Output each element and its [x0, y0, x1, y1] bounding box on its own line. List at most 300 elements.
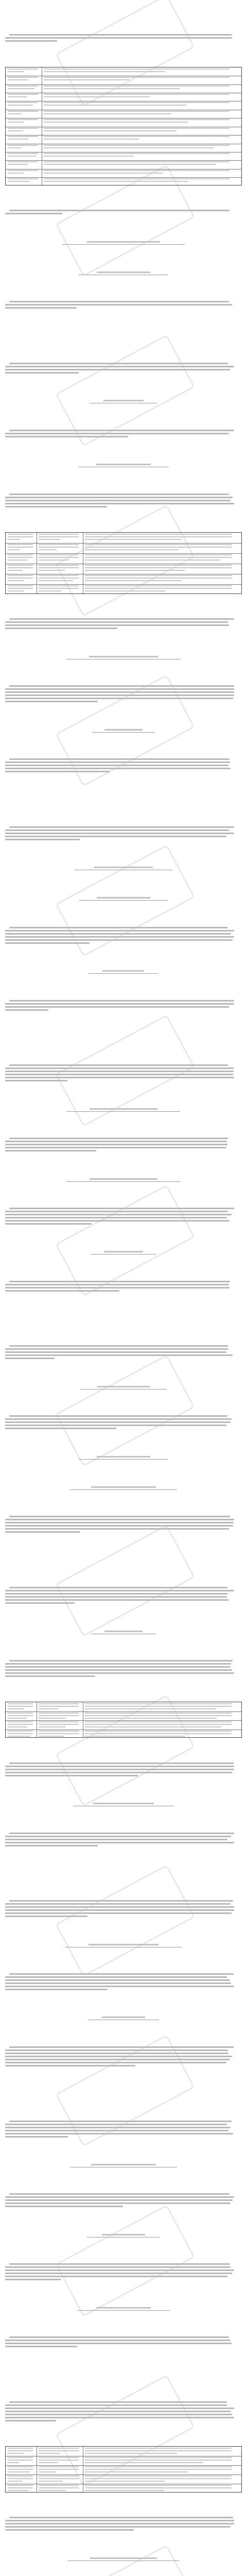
text-line [5, 1772, 232, 1773]
section-heading [5, 5, 160, 9]
text-line [5, 1766, 234, 1767]
table-cell-text [85, 2478, 232, 2479]
text-line [5, 2340, 231, 2341]
formula [90, 398, 157, 403]
text-line [5, 1351, 226, 1353]
text-line [5, 2056, 232, 2057]
table-cell-text [39, 2487, 79, 2488]
text-line [5, 1144, 227, 1145]
text-line [5, 500, 231, 501]
formula [92, 727, 155, 733]
table-cell-text [8, 2490, 28, 2491]
text-line [5, 1223, 92, 1225]
table-cell-text [8, 79, 28, 80]
table-cell-text [85, 588, 232, 589]
table-cell-text [8, 1733, 33, 1734]
text-line [5, 1590, 234, 1591]
table-cell-text [8, 128, 38, 129]
table-cell-text [8, 2462, 19, 2463]
table-cell-text [8, 156, 36, 157]
text-line [9, 34, 232, 36]
text-line [5, 369, 230, 370]
text-line [9, 1208, 234, 1209]
text-line [5, 1525, 233, 1527]
text-line [5, 833, 234, 834]
table-cell-text [8, 549, 20, 550]
text-line [5, 1074, 233, 1075]
text-line [9, 1762, 234, 1764]
table-row-divider [6, 584, 241, 585]
table-cell-text [8, 560, 28, 561]
table-cell-text [8, 105, 33, 106]
text-line [5, 1903, 231, 1905]
paragraph [0, 33, 247, 43]
table-cell-text [85, 1724, 232, 1725]
paragraph [0, 2120, 247, 2139]
text-line [9, 1516, 230, 1517]
table-cell-text [44, 96, 150, 97]
table-cell-text [85, 2469, 232, 2470]
paragraph [0, 300, 247, 310]
table-cell-text [8, 113, 22, 114]
text-line [5, 691, 234, 693]
table-row-divider [6, 553, 241, 554]
text-line [5, 1979, 230, 1981]
data-table [5, 2446, 242, 2493]
text-line [5, 942, 90, 944]
paragraph [0, 1832, 247, 1848]
text-line [5, 2202, 231, 2204]
paragraph [0, 685, 247, 703]
table-cell-text [44, 178, 230, 179]
formula [65, 1942, 182, 1947]
table-cell-text [39, 560, 69, 561]
text-line [5, 1354, 233, 1356]
text-line [5, 2059, 230, 2060]
formula-expression [90, 2557, 157, 2559]
text-line [5, 1006, 229, 1008]
paragraph [0, 1659, 247, 1678]
table-cell-text [85, 1733, 232, 1734]
table-cell-text [8, 1724, 33, 1725]
text-line [9, 2401, 227, 2403]
text-line [5, 436, 128, 437]
table-cell-text [8, 588, 33, 589]
table-cell-text [8, 544, 33, 545]
table-cell-text [44, 173, 163, 174]
table-cell-text [39, 1721, 79, 1722]
text-line [5, 768, 231, 769]
table-cell-text [8, 575, 33, 576]
text-line [9, 826, 234, 828]
formula-expression [104, 1631, 143, 1632]
table-cell-text [85, 2453, 177, 2454]
table-cell-text [39, 1715, 79, 1716]
table-row-divider [6, 177, 241, 178]
table-cell-text [44, 71, 165, 72]
table-cell-text [8, 2469, 33, 2470]
text-line [5, 1067, 234, 1069]
table-cell-text [8, 2471, 30, 2472]
table-cell-text [8, 86, 38, 87]
text-line [5, 1348, 228, 1350]
table-cell-text [8, 2466, 33, 2467]
text-line [9, 1415, 227, 1417]
table-cell-text [8, 1736, 30, 1737]
text-line [5, 1220, 230, 1222]
text-line [5, 936, 234, 938]
text-line [9, 1138, 228, 1139]
table-cell-text [39, 1733, 79, 1734]
text-line [9, 1973, 234, 1975]
table-cell-text [8, 170, 38, 171]
formula-expression [102, 2234, 146, 2235]
table-cell-text [39, 547, 79, 548]
table-cell-text [39, 536, 79, 537]
table-cell-text [85, 2481, 165, 2482]
text-line [9, 1660, 233, 1662]
table-row-divider [6, 160, 241, 161]
section-heading [5, 1871, 160, 1875]
table-cell-text [8, 139, 28, 140]
table-cell-text [8, 145, 38, 146]
text-line [9, 2336, 229, 2338]
table-cell-text [85, 2487, 232, 2488]
text-line [5, 2417, 234, 2418]
text-line [5, 1769, 234, 1770]
table-cell-text [8, 111, 38, 112]
table-cell-text [39, 580, 73, 581]
formula-expression [89, 656, 158, 657]
formula-expression [102, 2016, 145, 2018]
paragraph [0, 493, 247, 509]
table-cell-text [44, 130, 177, 131]
watermark [55, 1354, 195, 1467]
table-cell-text [8, 173, 24, 174]
table-cell-text [8, 2453, 24, 2454]
table-cell-text [85, 1706, 232, 1707]
text-line [5, 372, 79, 374]
table-cell-text [39, 1726, 65, 1727]
table-cell-text [44, 88, 180, 89]
data-table [5, 1702, 242, 1738]
text-line [5, 2053, 228, 2054]
table-cell-text [8, 77, 38, 78]
text-line [5, 1842, 234, 1843]
table-cell-text [8, 102, 38, 103]
paragraph [0, 429, 247, 438]
text-line [5, 2420, 56, 2421]
text-line [5, 2520, 234, 2521]
formula [62, 240, 185, 245]
formula [73, 1801, 174, 1806]
text-line [9, 301, 229, 302]
text-line [5, 2124, 227, 2125]
text-line [5, 933, 231, 935]
table-cell-text [44, 164, 216, 165]
table-cell-text [8, 1726, 27, 1727]
table-cell-text [39, 2485, 79, 2486]
table-cell-text [39, 1708, 58, 1709]
formula [79, 270, 168, 275]
table-cell-text [44, 170, 230, 171]
formula [78, 2306, 169, 2311]
text-line [5, 1519, 234, 1520]
table-cell-text [39, 1718, 66, 1719]
formula-expression [91, 1486, 155, 1488]
table-cell-text [8, 1708, 24, 1709]
section-heading [5, 797, 160, 801]
paragraph [0, 1207, 247, 1226]
table-cell-text [44, 105, 186, 106]
paragraph [0, 362, 247, 375]
text-line [9, 1064, 228, 1066]
table-cell-text [39, 585, 79, 586]
paragraph [0, 2193, 247, 2208]
section-heading [5, 2372, 160, 2376]
text-line [5, 1287, 230, 1289]
text-line [5, 1071, 234, 1072]
table-cell-text [8, 130, 23, 131]
text-line [5, 1214, 232, 1215]
table-cell-text [39, 1731, 79, 1732]
text-line [5, 1666, 231, 1668]
table-cell-text [8, 71, 24, 72]
table-cell-text [85, 570, 185, 571]
table-cell-text [44, 156, 134, 157]
text-line [5, 1982, 231, 1984]
table-cell-text [44, 69, 230, 70]
text-line [5, 40, 57, 42]
text-line [9, 758, 230, 760]
text-line [5, 2049, 228, 2051]
text-line [9, 1587, 227, 1588]
formula [80, 1384, 167, 1389]
text-line [5, 366, 234, 367]
table-cell-text [39, 588, 79, 589]
table-cell-text [39, 565, 79, 566]
text-line [5, 2343, 232, 2344]
table-cell-text [8, 94, 38, 95]
paragraph [0, 926, 247, 945]
text-line [5, 1593, 227, 1595]
table-cell-text [44, 111, 230, 112]
table-cell-text [85, 567, 232, 568]
table-cell-text [85, 2448, 232, 2449]
text-line [5, 503, 234, 504]
table-cell-text [85, 2476, 232, 2477]
table-cell-text [85, 547, 232, 548]
text-line [5, 1906, 234, 1908]
table-cell-text [8, 161, 38, 162]
table-cell-text [8, 578, 33, 579]
text-line [5, 2404, 227, 2406]
text-line [5, 1596, 227, 1598]
table-cell-text [44, 79, 130, 80]
text-line [5, 2408, 234, 2409]
text-line [5, 1663, 231, 1665]
table-cell-text [85, 1715, 232, 1716]
table-cell-text [8, 536, 33, 537]
text-line [5, 694, 234, 696]
table-cell-text [44, 94, 230, 95]
text-line [9, 1833, 234, 1834]
text-line [5, 2062, 226, 2063]
text-line [5, 2130, 228, 2131]
table-cell-text [85, 585, 232, 586]
table-cell-text [39, 2448, 79, 2449]
text-line [9, 1281, 230, 1282]
table-cell-text [39, 2450, 79, 2451]
table-cell-text [39, 2453, 60, 2454]
section-heading [5, 1316, 160, 1320]
table-cell-text [8, 539, 20, 540]
table-cell-text [39, 2460, 79, 2461]
text-line [5, 2136, 68, 2138]
section-heading [5, 334, 160, 337]
table-cell-text [8, 585, 33, 586]
table-cell-text [39, 2478, 79, 2479]
text-line [9, 494, 229, 495]
table-cell-text [8, 1713, 33, 1714]
text-line [5, 2273, 232, 2274]
table-cell-text [85, 580, 182, 581]
text-line [9, 927, 227, 928]
text-line [5, 1989, 108, 1990]
text-line [5, 1003, 234, 1005]
formula-expression [97, 897, 150, 899]
table-cell-text [85, 575, 232, 576]
table-cell-text [44, 161, 230, 162]
formula [70, 1485, 178, 1490]
text-line [5, 2346, 77, 2347]
paragraph [0, 2263, 247, 2281]
table-cell-text [44, 86, 230, 87]
table-cell-text [39, 2490, 66, 2491]
text-line [5, 1009, 48, 1011]
text-line [9, 2517, 233, 2518]
table-cell-text [44, 113, 171, 114]
paragraph [0, 2401, 247, 2422]
watermark [55, 2205, 195, 2317]
text-line [5, 939, 233, 941]
text-line [5, 1675, 95, 1677]
paragraph [0, 618, 247, 630]
paragraph [0, 2046, 247, 2067]
table-cell-text [85, 2457, 232, 2458]
formula-expression [97, 1456, 150, 1458]
formula-expression [104, 1251, 144, 1252]
table-cell-text [8, 2448, 33, 2449]
table-row-divider [6, 169, 241, 170]
table-row-divider [6, 2465, 241, 2466]
table-cell-text [39, 1706, 79, 1707]
table-cell-text [85, 1726, 221, 1727]
text-line [5, 628, 117, 629]
text-line [5, 1916, 87, 1917]
table-cell-text [39, 2466, 79, 2467]
table-cell-text [85, 560, 220, 561]
table-cell-text [8, 2481, 22, 2482]
text-line [5, 1358, 55, 1359]
paragraph [0, 209, 247, 215]
text-line [5, 1839, 227, 1840]
table-cell-text [44, 119, 230, 120]
text-line [9, 2121, 232, 2122]
text-line [5, 839, 80, 840]
table-cell-text [8, 164, 28, 165]
table-cell-text [39, 2471, 56, 2472]
table-cell-text [8, 2487, 33, 2488]
table-cell-text [8, 119, 38, 120]
table-cell-text [8, 153, 38, 154]
table-cell-text [85, 1703, 232, 1704]
text-line [5, 2526, 231, 2528]
table-cell-text [44, 181, 188, 182]
text-line [9, 1345, 228, 1347]
table-cell-text [8, 96, 27, 97]
watermark [55, 1865, 195, 1977]
formula-expression [96, 464, 151, 465]
text-line [5, 2269, 234, 2271]
text-line [5, 307, 77, 309]
table-cell-text [85, 2490, 164, 2491]
table-cell-text [39, 1713, 79, 1714]
table-cell-text [8, 2478, 33, 2479]
table-cell-text [8, 565, 33, 566]
table-cell-text [39, 590, 61, 591]
table-cell-text [39, 575, 79, 576]
text-line [5, 688, 234, 690]
table-cell-text [44, 128, 230, 129]
text-line [5, 1080, 67, 1081]
table-cell-text [85, 1721, 232, 1722]
table-cell-text [8, 547, 33, 548]
paragraph [0, 1586, 247, 1605]
text-line [5, 2065, 135, 2066]
table-cell-text [8, 69, 38, 70]
table-cell-text [44, 153, 230, 154]
table-cell-text [39, 2481, 63, 2482]
text-line [5, 1775, 138, 1776]
table-cell-text [85, 565, 232, 566]
table-cell-text [8, 580, 24, 581]
formula [87, 2232, 160, 2238]
text-line [5, 2199, 233, 2201]
table-cell-text [85, 1736, 185, 1737]
text-line [5, 761, 230, 763]
formula-expression [104, 729, 143, 731]
text-line [5, 1418, 232, 1420]
table-cell-text [44, 77, 230, 78]
formula [66, 654, 181, 659]
table-cell-text [85, 2460, 232, 2461]
paragraph [0, 1900, 247, 1918]
paragraph [0, 1515, 247, 1534]
text-line [5, 2411, 231, 2412]
table-cell-text [39, 2476, 79, 2477]
text-line [5, 2523, 234, 2524]
table-cell-text [39, 534, 79, 535]
text-line [9, 2263, 230, 2265]
table-cell-text [8, 2460, 33, 2461]
text-line [5, 621, 228, 623]
paragraph [0, 758, 247, 773]
table-cell-text [85, 2462, 203, 2463]
text-line [5, 1425, 226, 1426]
text-line [5, 1290, 119, 1292]
table-cell-text [8, 1703, 33, 1704]
